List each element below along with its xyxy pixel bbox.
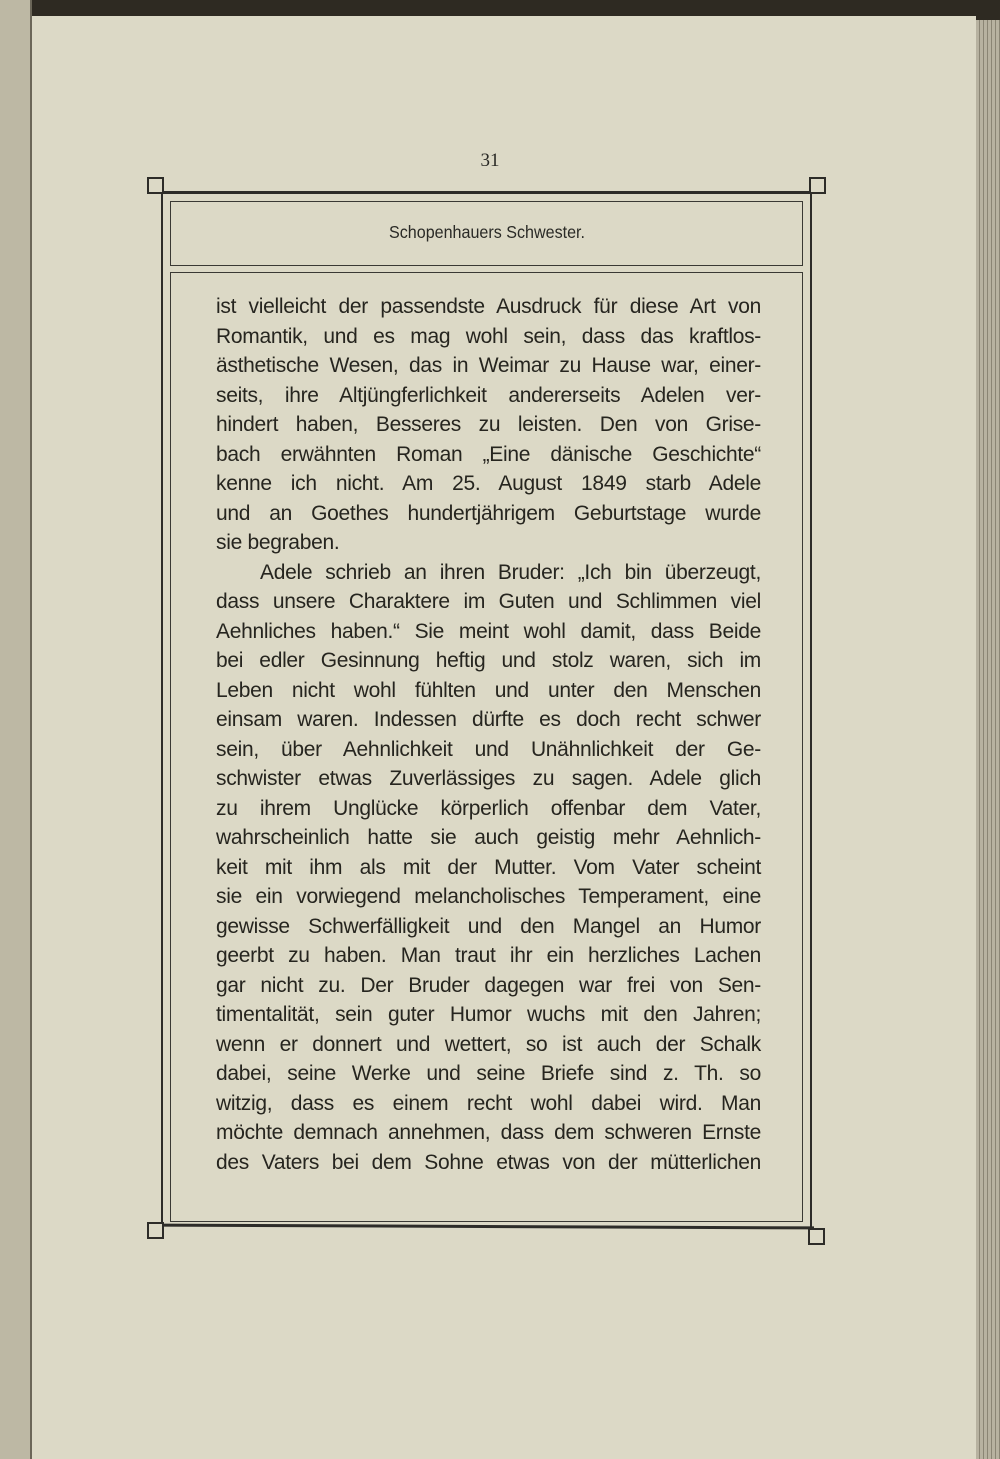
text-line: schwister etwas Zuverlässiges zu sagen. Adele glich [216, 767, 761, 790]
text-line: seits, ihre Altjüngferlichkeit andererseits Adelen ver- [216, 383, 761, 407]
text-line: witzig, dass es einem recht wohl dabei wird. Man [216, 1091, 761, 1115]
page-stack-edge [976, 20, 1000, 1459]
frame-right-rule [810, 191, 812, 1231]
text-line: geerbt zu haben. Man traut ihr ein herzliches Lachen [216, 944, 761, 967]
text-line: Adele schrieb an ihren Bruder: „Ich bin überzeugt, [260, 560, 761, 584]
text-line: gar nicht zu. Der Bruder dagegen war frei von Sen- [216, 973, 761, 997]
frame-left-rule [161, 191, 163, 1227]
text-line: zu ihrem Unglücke körperlich offenbar dem Vater, [216, 796, 761, 820]
text-line: Leben nicht wohl fühlten und unter den Menschen [216, 678, 761, 702]
corner-square-bottom-right [808, 1228, 825, 1245]
text-line: und an Goethes hundertjährigem Geburtstage wurde [216, 501, 761, 525]
text-line: des Vaters bei dem Sohne etwas von der mütterlichen [216, 1150, 761, 1174]
corner-square-bottom-left [147, 1222, 164, 1239]
text-line: sein, über Aehnlichkeit und Unähnlichkeit der Ge- [216, 737, 761, 761]
text-line: timentalität, sein guter Humor wuchs mit den Jahren; [216, 1003, 761, 1026]
facing-page-edge [0, 0, 32, 1459]
text-line: bei edler Gesinnung heftig und stolz waren, sich im [216, 649, 761, 672]
corner-square-top-left [147, 177, 164, 194]
text-line: gewisse Schwerfälligkeit und den Mangel an Humor [216, 914, 761, 938]
text-line: sie ein vorwiegend melancholisches Temperament, eine [216, 885, 761, 908]
frame-top-rule [158, 191, 814, 194]
text-line: dass unsere Charaktere im Guten und Schlimmen viel [216, 590, 761, 613]
text-line: einsam waren. Indessen dürfte es doch recht schwer [216, 708, 761, 731]
text-line: ist vielleicht der passendste Ausdruck für diese Art von [216, 295, 761, 318]
page-number: 31 [480, 150, 500, 171]
text-line: wahrscheinlich hatte sie auch geistig mehr Aehnlich- [216, 826, 761, 849]
text-line: wenn er donnert und wettert, so ist auch der Schalk [216, 1032, 761, 1056]
text-line: bach erwähnten Roman „Eine dänische Geschichte“ [216, 442, 761, 466]
text-line: dabei, seine Werke und seine Briefe sind z. Th. so [216, 1062, 761, 1085]
text-line: Romantik, und es mag wohl sein, dass das kraftlos- [216, 324, 761, 348]
text-line: ästhetische Wesen, das in Weimar zu Hause war, einer- [216, 354, 761, 377]
running-head: Schopenhauers Schwester. [388, 222, 586, 242]
text-line: möchte demnach annehmen, dass dem schweren Ernste [216, 1121, 761, 1144]
text-line: Aehnliches haben.“ Sie meint wohl damit, dass Beide [216, 619, 761, 643]
body-text [216, 292, 761, 1177]
text-line: keit mit ihm als mit der Mutter. Vom Vater scheint [216, 855, 761, 879]
text-line: hindert haben, Besseres zu leisten. Den von Grise- [216, 413, 761, 436]
corner-square-top-right [809, 177, 826, 194]
text-line: sie begraben. [216, 531, 340, 554]
text-line: kenne ich nicht. Am 25. August 1849 starb Adele [216, 472, 761, 495]
